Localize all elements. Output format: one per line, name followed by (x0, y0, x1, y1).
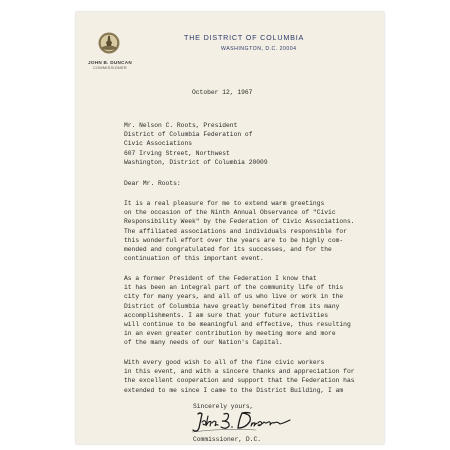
paragraph-1 (124, 199, 355, 263)
recipient-line: Mr. Nelson C. Roots, President (124, 122, 238, 129)
recipient-line: 607 Irving Street, Northwest (124, 149, 230, 157)
body-line: The affiliated associations and individuals responsible for (124, 227, 347, 235)
body-line: on the occasion of the Ninth Annual Observance of "Civic (124, 209, 336, 217)
letter-page (76, 12, 384, 444)
body-line: of the many needs of our Nation's Capital. (124, 339, 283, 347)
body-line: District of Columbia have greatly benefited from its many (124, 302, 340, 310)
signer-title: Commissioner, D.C. (193, 436, 262, 443)
recipient-line: Washington, District of Columbia 20009 (124, 158, 268, 166)
body-line: As a former President of the Federation I know that (124, 275, 317, 282)
body-line: mended and congratulated for its successes, and for the (124, 246, 332, 254)
body-line: With every good wish to all of the fine civic workers (124, 359, 325, 366)
body-line: the excellent cooperation and support that the Federation has (124, 377, 355, 385)
body-line: extended to me since I came to the District Building, I am (124, 386, 344, 394)
closing: Sincerely yours, (193, 403, 254, 410)
body-line: It is a real pleasure for me to extend warm greetings (124, 200, 325, 207)
body-line: in an even greater contribution by meeting more and more (124, 330, 336, 338)
body-line: will continue to be meaningful and effective, thus resulting (124, 321, 351, 329)
body-line: city for many years, and all of us who live or work in the (124, 293, 344, 301)
body-line: Responsibility Week" by the Federation of Civic Associations. (124, 218, 355, 226)
recipient-address (124, 121, 268, 167)
salutation: Dear Mr. Roots: (124, 180, 181, 187)
recipient-line: Civic Associations (124, 140, 193, 148)
body-line: in this event, and with a sincere thanks and appreciation for (124, 368, 355, 376)
body-line: continuation of this important event. (124, 255, 264, 263)
sender-title: COMMISSIONER (93, 66, 127, 70)
body-line: accomplishments. I am sure that your future activities (124, 311, 329, 319)
recipient-line: District of Columbia Federation of (124, 131, 253, 139)
paragraph-2 (124, 274, 351, 348)
body-line: it has been an integral part of the community life of this (124, 284, 344, 292)
letter-date: October 12, 1967 (192, 89, 253, 96)
district-seal-icon (98, 32, 120, 54)
handwritten-signature (186, 408, 306, 436)
body-line: this wonderful effort over the years are to be highly com- (124, 236, 344, 244)
sender-name: JOHN B. DUNCAN (87, 60, 132, 65)
letterhead-address: WASHINGTON, D.C. 20004 (221, 46, 297, 52)
paragraph-3 (124, 358, 355, 395)
letterhead-title: THE DISTRICT OF COLUMBIA (184, 33, 305, 42)
